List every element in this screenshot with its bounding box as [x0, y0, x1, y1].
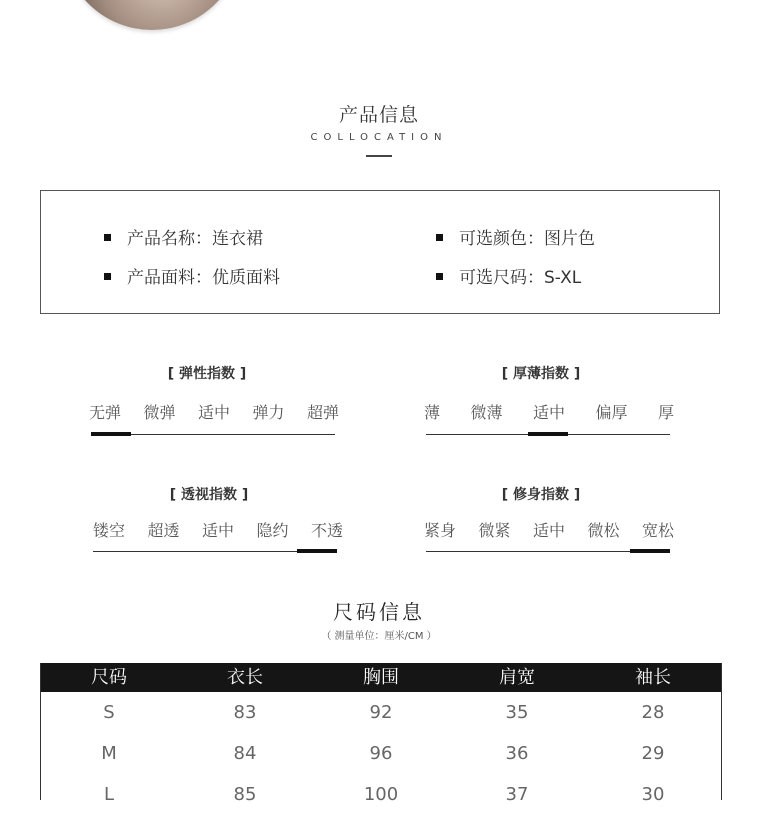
table-row [41, 733, 721, 774]
fit-options [424, 518, 674, 541]
bullet-icon [104, 234, 111, 241]
index-option: 紧身 [424, 521, 457, 540]
bullet-icon [436, 273, 443, 280]
title-divider [366, 155, 392, 157]
header-cell: 肩宽 [499, 667, 535, 688]
table-cell: 30 [641, 784, 665, 805]
table-cell: 85 [233, 784, 257, 805]
transparency-scale-marker [297, 549, 337, 553]
elasticity-options [89, 400, 339, 423]
table-cell: 83 [233, 702, 257, 723]
index-option: 适中 [532, 403, 565, 422]
product-info-subtitle: COLLOCATION [310, 132, 448, 143]
elasticity-scale-marker [91, 432, 131, 436]
header-cell: 衣长 [227, 667, 263, 688]
table-cell: 29 [641, 743, 665, 764]
product-info-title: 产品信息 [338, 104, 419, 126]
size-info-title: 尺码信息 [333, 600, 425, 624]
table-cell: S [103, 702, 115, 723]
table-cell: 92 [369, 702, 393, 723]
size-unit-note: （ 测量单位：厘米/CM ） [321, 631, 437, 642]
index-option: 适中 [197, 403, 230, 422]
table-row [41, 774, 721, 815]
index-option: 厚 [657, 403, 674, 422]
index-option: 微紧 [478, 521, 511, 540]
header-cell: 袖长 [635, 667, 671, 688]
info-item-label: 产品名称：连衣裙 [127, 229, 263, 249]
index-option: 宽松 [641, 521, 674, 540]
fit-scale-marker [630, 549, 670, 553]
model-photo [62, 0, 242, 30]
info-item-label: 可选颜色：图片色 [459, 229, 595, 249]
index-option: 适中 [201, 521, 234, 540]
elasticity-index-title: [ 弹性指数 ] [167, 366, 247, 382]
thickness-scale-marker [528, 432, 568, 436]
thickness-scale-track [426, 434, 670, 435]
table-cell: 35 [505, 702, 529, 723]
table-cell: 37 [505, 784, 529, 805]
fit-index-title: [ 修身指数 ] [501, 487, 581, 503]
transparency-index-title: [ 透视指数 ] [169, 487, 249, 503]
header-cell: 胸围 [363, 667, 399, 688]
index-option: 超透 [147, 521, 180, 540]
index-option: 偏厚 [595, 403, 628, 422]
table-cell: 96 [369, 743, 393, 764]
info-item-size [436, 263, 581, 288]
index-option: 无弹 [89, 403, 122, 422]
index-option: 弹力 [252, 403, 285, 422]
bullet-icon [104, 273, 111, 280]
header-cell: 尺码 [91, 667, 127, 688]
table-cell: L [103, 784, 115, 805]
index-option: 超弹 [306, 403, 339, 422]
info-item-fabric [104, 263, 280, 288]
info-item-label: 产品面料：优质面料 [127, 268, 280, 288]
product-info-box [40, 190, 720, 314]
index-option: 微薄 [470, 403, 503, 422]
table-cell: 84 [233, 743, 257, 764]
size-table [40, 663, 722, 805]
index-option: 镂空 [93, 521, 126, 540]
thickness-index-title: [ 厚薄指数 ] [501, 366, 581, 382]
transparency-scale-track [93, 551, 337, 552]
index-option: 薄 [424, 403, 441, 422]
info-item-color [436, 224, 595, 249]
table-cell: 36 [505, 743, 529, 764]
table-cell: M [101, 743, 117, 764]
bullet-icon [436, 234, 443, 241]
index-option: 不透 [310, 521, 343, 540]
table-cell: 100 [363, 784, 399, 805]
index-option: 微松 [587, 521, 620, 540]
elasticity-scale-track [91, 434, 335, 435]
table-row [41, 692, 721, 733]
fit-scale-track [426, 551, 670, 552]
size-table-header [41, 663, 721, 692]
thickness-options [424, 400, 674, 423]
table-cell: 28 [641, 702, 665, 723]
index-option: 隐约 [256, 521, 289, 540]
index-option: 适中 [532, 521, 565, 540]
info-item-name [104, 224, 263, 249]
index-option: 微弹 [143, 403, 176, 422]
transparency-options [93, 518, 343, 541]
info-item-label: 可选尺码：S-XL [459, 268, 582, 288]
